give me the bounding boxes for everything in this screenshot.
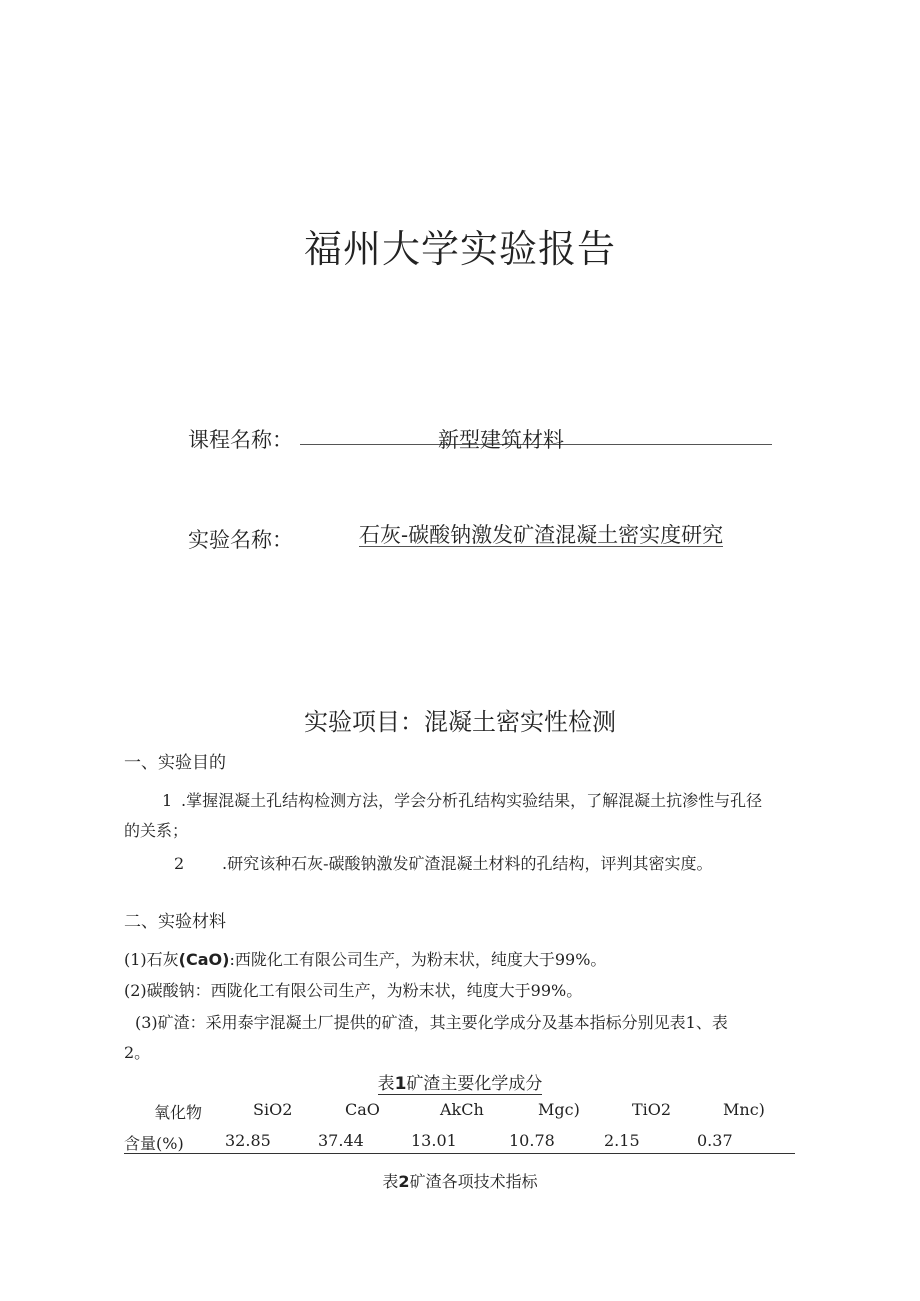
experiment-label: 实验名称：: [188, 528, 293, 552]
table1-header-tio2: TiO2: [632, 1100, 672, 1119]
table1-header-cao: CaO: [345, 1100, 380, 1119]
table1-header-akch: AkCh: [440, 1100, 484, 1119]
experiment-value: 石灰-碳酸钠激发矿渣混凝土密实度研究: [359, 523, 724, 547]
table1-value-sio2: 32.85: [225, 1131, 271, 1150]
table1-value-cao: 37.44: [318, 1131, 364, 1150]
table2-caption: [0, 1169, 920, 1192]
table2-caption-text: 矿渣各项技术指标: [409, 1172, 538, 1191]
material3-line1: (3)矿渣：采用泰宇混凝土厂提供的矿渣，其主要化学成分及基本指标分别见表1、表: [135, 1013, 728, 1032]
material1-formula: (CaO): [178, 950, 230, 969]
course-value: 新型建筑材料: [438, 428, 564, 452]
material3-line2: 2。: [124, 1043, 151, 1062]
table1-bottom-rule: [124, 1153, 795, 1154]
material1-rest: :西陇化工有限公司生产，为粉末状，纯度大于99%。: [229, 950, 607, 969]
table1-caption-prefix: 表: [377, 1074, 395, 1094]
objective1-line2: 的关系；: [124, 821, 189, 840]
table1-caption-text: 矿渣主要化学成分: [406, 1074, 543, 1094]
table2-caption-prefix: 表: [382, 1172, 399, 1191]
objective2-number: 2: [174, 854, 185, 873]
section1-heading: 一、实验目的: [124, 753, 226, 773]
material1-prefix: (1)石灰: [124, 950, 179, 969]
table1-value-akch: 13.01: [411, 1131, 457, 1150]
objective1-number: 1: [162, 791, 173, 810]
section2-heading: 二、实验材料: [124, 912, 226, 932]
material2: (2)碳酸钠：西陇化工有限公司生产，为粉末状，纯度大于99%。: [124, 981, 583, 1000]
objective2-line1: .研究该种石灰-碳酸钠激发矿渣混凝土材料的孔结构，评判其密实度。: [222, 854, 713, 873]
material1: [124, 945, 606, 975]
table1-header-mgc: Mgc): [538, 1100, 580, 1119]
table1-header-oxide: 氧化物: [154, 1103, 203, 1122]
table1-caption: [0, 1069, 920, 1094]
table1-row-label: 含量(%): [124, 1134, 184, 1153]
table1-header-mnc: Mnc): [723, 1100, 765, 1119]
table1-value-mgc: 10.78: [509, 1131, 555, 1150]
table2-caption-number: 2: [398, 1172, 410, 1191]
project-heading: 实验项目：混凝土密实性检测: [304, 708, 616, 736]
table1-caption-number: 1: [394, 1074, 407, 1094]
table1-header-sio2: SiO2: [253, 1100, 293, 1119]
table1-value-tio2: 2.15: [604, 1131, 640, 1150]
course-label: 课程名称：: [188, 428, 293, 452]
table1-value-mnc: 0.37: [697, 1131, 733, 1150]
report-title: 福州大学实验报告: [303, 227, 616, 271]
objective1-line1: .掌握混凝土孔结构检测方法，学会分析孔结构实验结果，了解混凝土抗渗性与孔径: [181, 791, 763, 810]
